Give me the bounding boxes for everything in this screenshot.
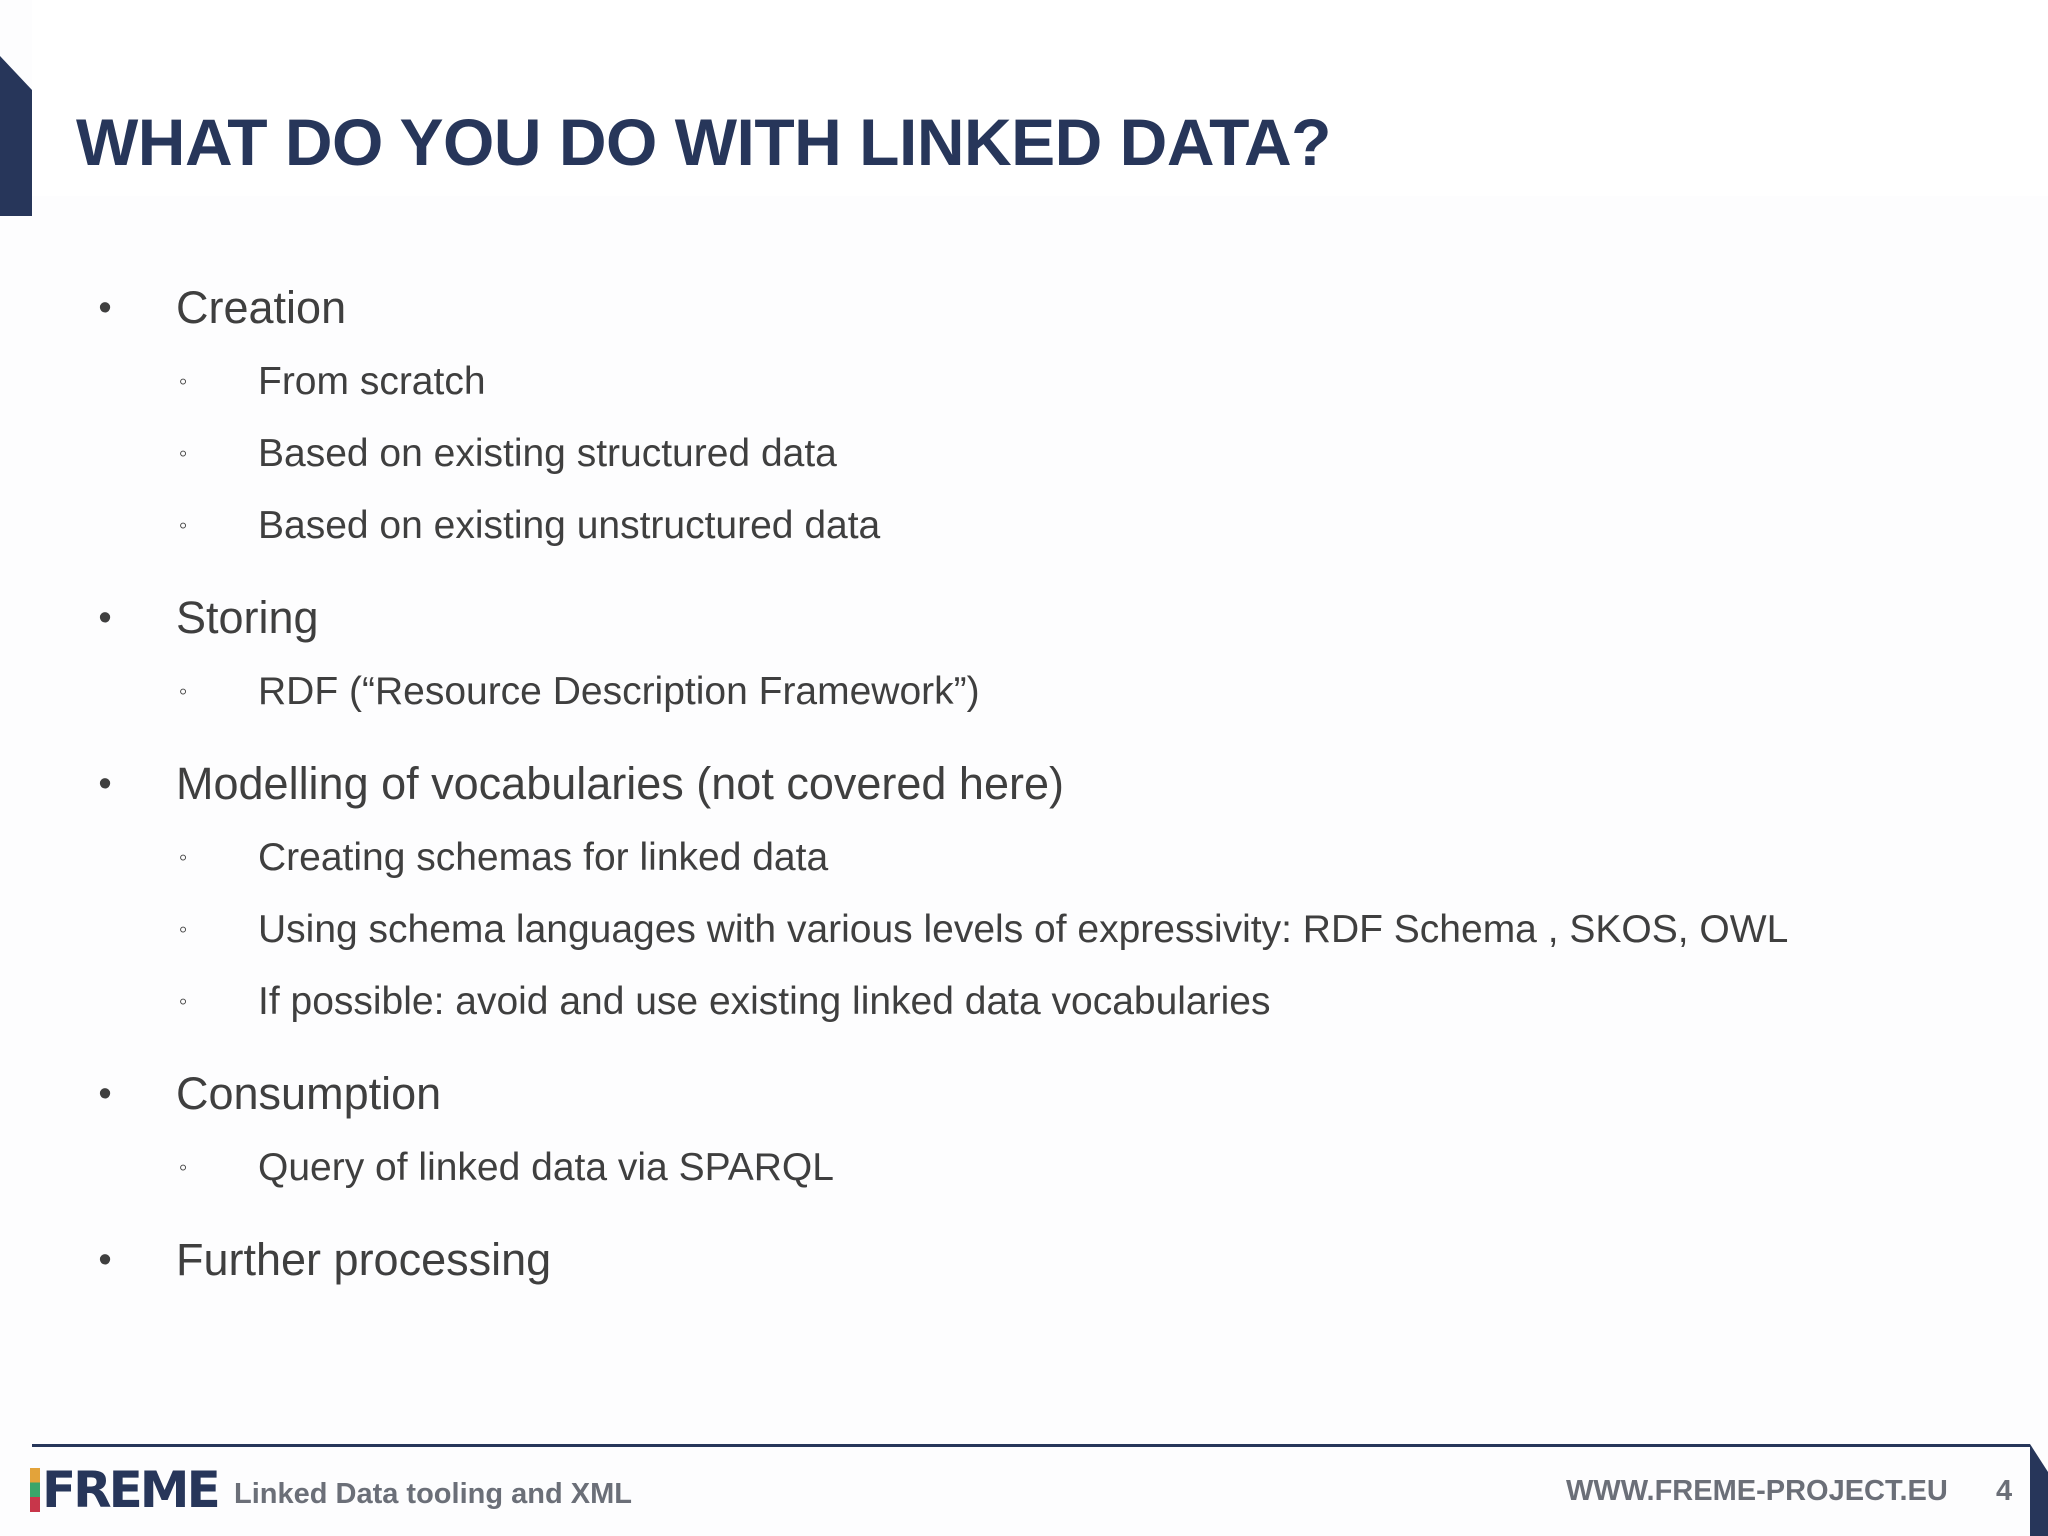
sub-list-item xyxy=(0,656,2048,728)
freme-logo xyxy=(30,1462,218,1518)
section-further-processing xyxy=(0,1222,2048,1298)
list-item xyxy=(0,1056,2048,1132)
sub-bullet-icon: ◦ xyxy=(178,916,188,943)
sub-bullet-icon: ◦ xyxy=(178,844,188,871)
section-label: Further processing xyxy=(176,1234,552,1285)
page-number: 4 xyxy=(1996,1475,2013,1507)
logo-text: FREME xyxy=(42,1461,218,1519)
sub-item-label: Query of linked data via SPARQL xyxy=(258,1146,834,1189)
list-item xyxy=(0,580,2048,656)
logo-color-mark-icon xyxy=(30,1468,40,1512)
footer-subtitle: Linked Data tooling and XML xyxy=(234,1478,632,1510)
footer-corner-accent xyxy=(2030,1444,2048,1536)
list-item xyxy=(0,270,2048,346)
footer-divider xyxy=(32,1444,2030,1447)
sub-bullet-icon: ◦ xyxy=(178,512,188,539)
section-modelling xyxy=(0,746,2048,1038)
bullet-icon: • xyxy=(98,596,112,639)
sub-bullet-icon: ◦ xyxy=(178,988,188,1015)
sub-list-item xyxy=(0,418,2048,490)
sub-list-item xyxy=(0,490,2048,562)
list-item xyxy=(0,1222,2048,1298)
footer-url: WWW.FREME-PROJECT.EU xyxy=(1566,1475,1948,1507)
sub-bullet-icon: ◦ xyxy=(178,678,188,705)
list-item xyxy=(0,746,2048,822)
sub-list-item xyxy=(0,966,2048,1038)
sub-bullet-icon: ◦ xyxy=(178,368,188,395)
section-label: Consumption xyxy=(176,1068,442,1119)
sub-list-item xyxy=(0,346,2048,418)
section-storing xyxy=(0,580,2048,728)
section-consumption xyxy=(0,1056,2048,1204)
bullet-icon: • xyxy=(98,286,112,329)
section-label: Creation xyxy=(176,282,347,333)
bullet-icon: • xyxy=(98,762,112,805)
section-label: Modelling of vocabularies (not covered here) xyxy=(176,758,1064,809)
sub-list-item xyxy=(0,894,2048,966)
sub-item-label: Creating schemas for linked data xyxy=(258,836,829,879)
bullet-list xyxy=(0,270,2048,1316)
sub-item-label: Based on existing structured data xyxy=(258,432,837,475)
sub-bullet-icon: ◦ xyxy=(178,1154,188,1181)
sub-list-item xyxy=(0,1132,2048,1204)
sub-item-label: Using schema languages with various levels of expressivity: RDF Schema , SKOS, OWL xyxy=(258,908,1789,951)
sub-item-label: If possible: avoid and use existing linked data vocabularies xyxy=(258,980,1271,1023)
bullet-icon: • xyxy=(98,1238,112,1281)
sub-bullet-icon: ◦ xyxy=(178,440,188,467)
sub-item-label: Based on existing unstructured data xyxy=(258,504,881,547)
title-accent-bar xyxy=(0,56,32,216)
slide-title: WHAT DO YOU DO WITH LINKED DATA? xyxy=(76,105,1331,179)
sub-item-label: RDF (“Resource Description Framework”) xyxy=(258,670,980,713)
bullet-icon: • xyxy=(98,1072,112,1115)
sub-list-item xyxy=(0,822,2048,894)
section-creation xyxy=(0,270,2048,562)
sub-item-label: From scratch xyxy=(258,360,486,403)
section-label: Storing xyxy=(176,592,319,643)
